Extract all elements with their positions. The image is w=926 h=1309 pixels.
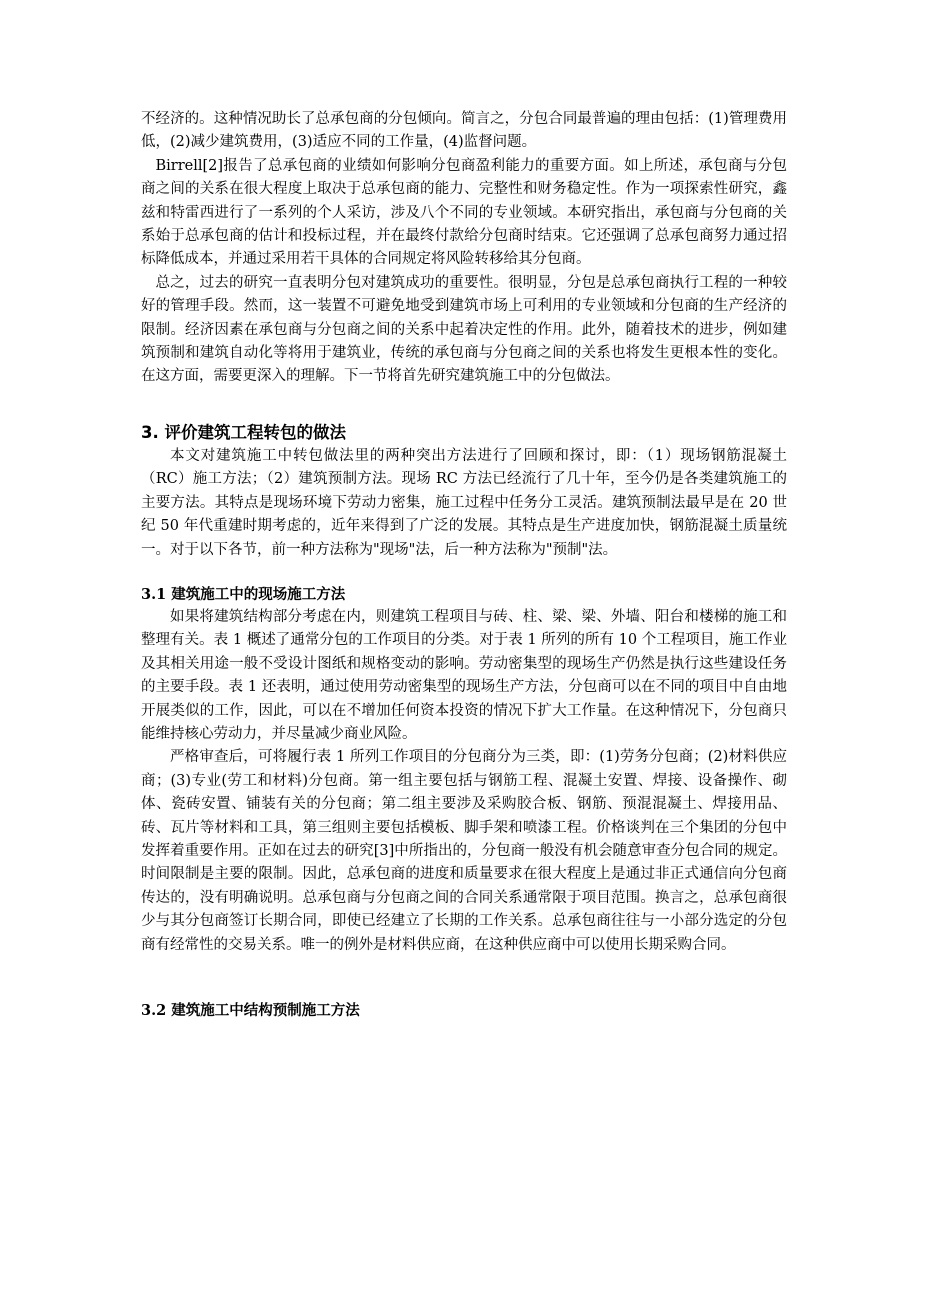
subsection-3-2-heading: 3.2 建筑施工中结构预制施工方法	[141, 1002, 360, 1019]
paragraph-intro-continuation: 不经济的。这种情况助长了总承包商的分包倾向。简言之，分包合同最普遍的理由包括：(1)管理费用低，(2)减少建筑费用，(3)适应不同的工作量，(4)监督问题。	[141, 111, 787, 151]
paragraph-birrell: Birrell[2]报告了总承包商的业绩如何影响分包商盈利能力的重要方面。如上所述，承包商与分包商之间的关系在很大程度上取决于总承包商的能力、完整性和财务稳定性。作为一项探索性研究，鑫兹和特雷西进行了一系列的个人采访，涉及八个不同的专业领域。本研究指出，承包商与分包商的关系始于总承包商的估计和投标过程，并在最终付款给分包商时结束。它还强调了总承包商努力通过招标降低成本，并通过采用若干具体的合同规定将风险转移给其分包商。	[141, 157, 787, 268]
document-page	[141, 108, 787, 1022]
paragraph-subcontractor-categories: 严格审查后，可将履行表 1 所列工作项目的分包商分为三类，即：(1)劳务分包商；(2)材料供应商；(3)专业(劳工和材料)分包商。第一组主要包括与钢筋工程、混凝土安置、焊接、设备操作、砌体、瓷砖安置、铺装有关的分包商；第二组主要涉及采购胶合板、钢筋、预混混凝土、焊接用品、砖、瓦片等材料和工具，第三组则主要包括模板、脚手架和喷漆工程。价格谈判在三个集团的分包中发挥着重要作用。正如在过去的研究[3]中所指出的，分包商一般没有机会随意审查分包合同的规定。时间限制是主要的限制。因此，总承包商的进度和质量要求在很大程度上是通过非正式通信向分包商传达的，没有明确说明。总承包商与分包商之间的合同关系通常限于项目范围。换言之，总承包商很少与其分包商签订长期合同，即使已经建立了长期的工作关系。总承包商往往与一小部分选定的分包商有经常性的交易关系。唯一的例外是材料供应商，在这种供应商中可以使用长期采购合同。	[141, 749, 787, 953]
subsection-3-1-heading: 3.1 建筑施工中的现场施工方法	[141, 585, 346, 603]
section-3-heading: 3. 评价建筑工程转包的做法	[141, 422, 346, 442]
paragraph-summary: 总之，过去的研究一直表明分包对建筑成功的重要性。很明显，分包是总承包商执行工程的一种较好的管理手段。然而，这一装置不可避免地受到建筑市场上可利用的专业领域和分包商的生产经济的限制。经济因素在承包商与分包商之间的关系中起着决定性的作用。此外，随着技术的进步，例如建筑预制和建筑自动化等将用于建筑业，传统的承包商与分包商之间的关系也将发生更根本性的变化。在这方面，需要更深入的理解。下一节将首先研究建筑施工中的分包做法。	[141, 274, 787, 385]
paragraph-section-3-intro: 本文对建筑施工中转包做法里的两种突出方法进行了回顾和探讨，即：（1）现场钢筋混凝土（RC）施工方法；（2）建筑预制方法。现场 RC 方法已经流行了几十年，至今仍是各类建筑施工的主要方法。其特点是现场环境下劳动力密集，施工过程中任务分工灵活。建筑预制法最早是在 20 世纪 50 年代重建时期考虑的，近年来得到了广泛的发展。其特点是生产进度加快，钢筋混凝土质量统一。对于以下各节，前一种方法称为"现场"法，后一种方法称为"预制"法。	[141, 447, 787, 558]
paragraph-onsite-method: 如果将建筑结构部分考虑在内，则建筑工程项目与砖、柱、梁、梁、外墙、阳台和楼梯的施工和整理有关。表 1 概述了通常分包的工作项目的分类。对于表 1 所列的所有 10 个工程项目，施工作业及其相关用途一般不受设计图纸和规格变动的影响。劳动密集型的现场生产仍然是执行这些建设任务的主要手段。表 1 还表明，通过使用劳动密集型的现场生产方法，分包商可以在不同的项目中自由地开展类似的工作，因此，可以在不增加任何资本投资的情况下扩大工作量。在这种情况下，分包商只能维持核心劳动力，并尽量减少商业风险。	[141, 608, 787, 742]
